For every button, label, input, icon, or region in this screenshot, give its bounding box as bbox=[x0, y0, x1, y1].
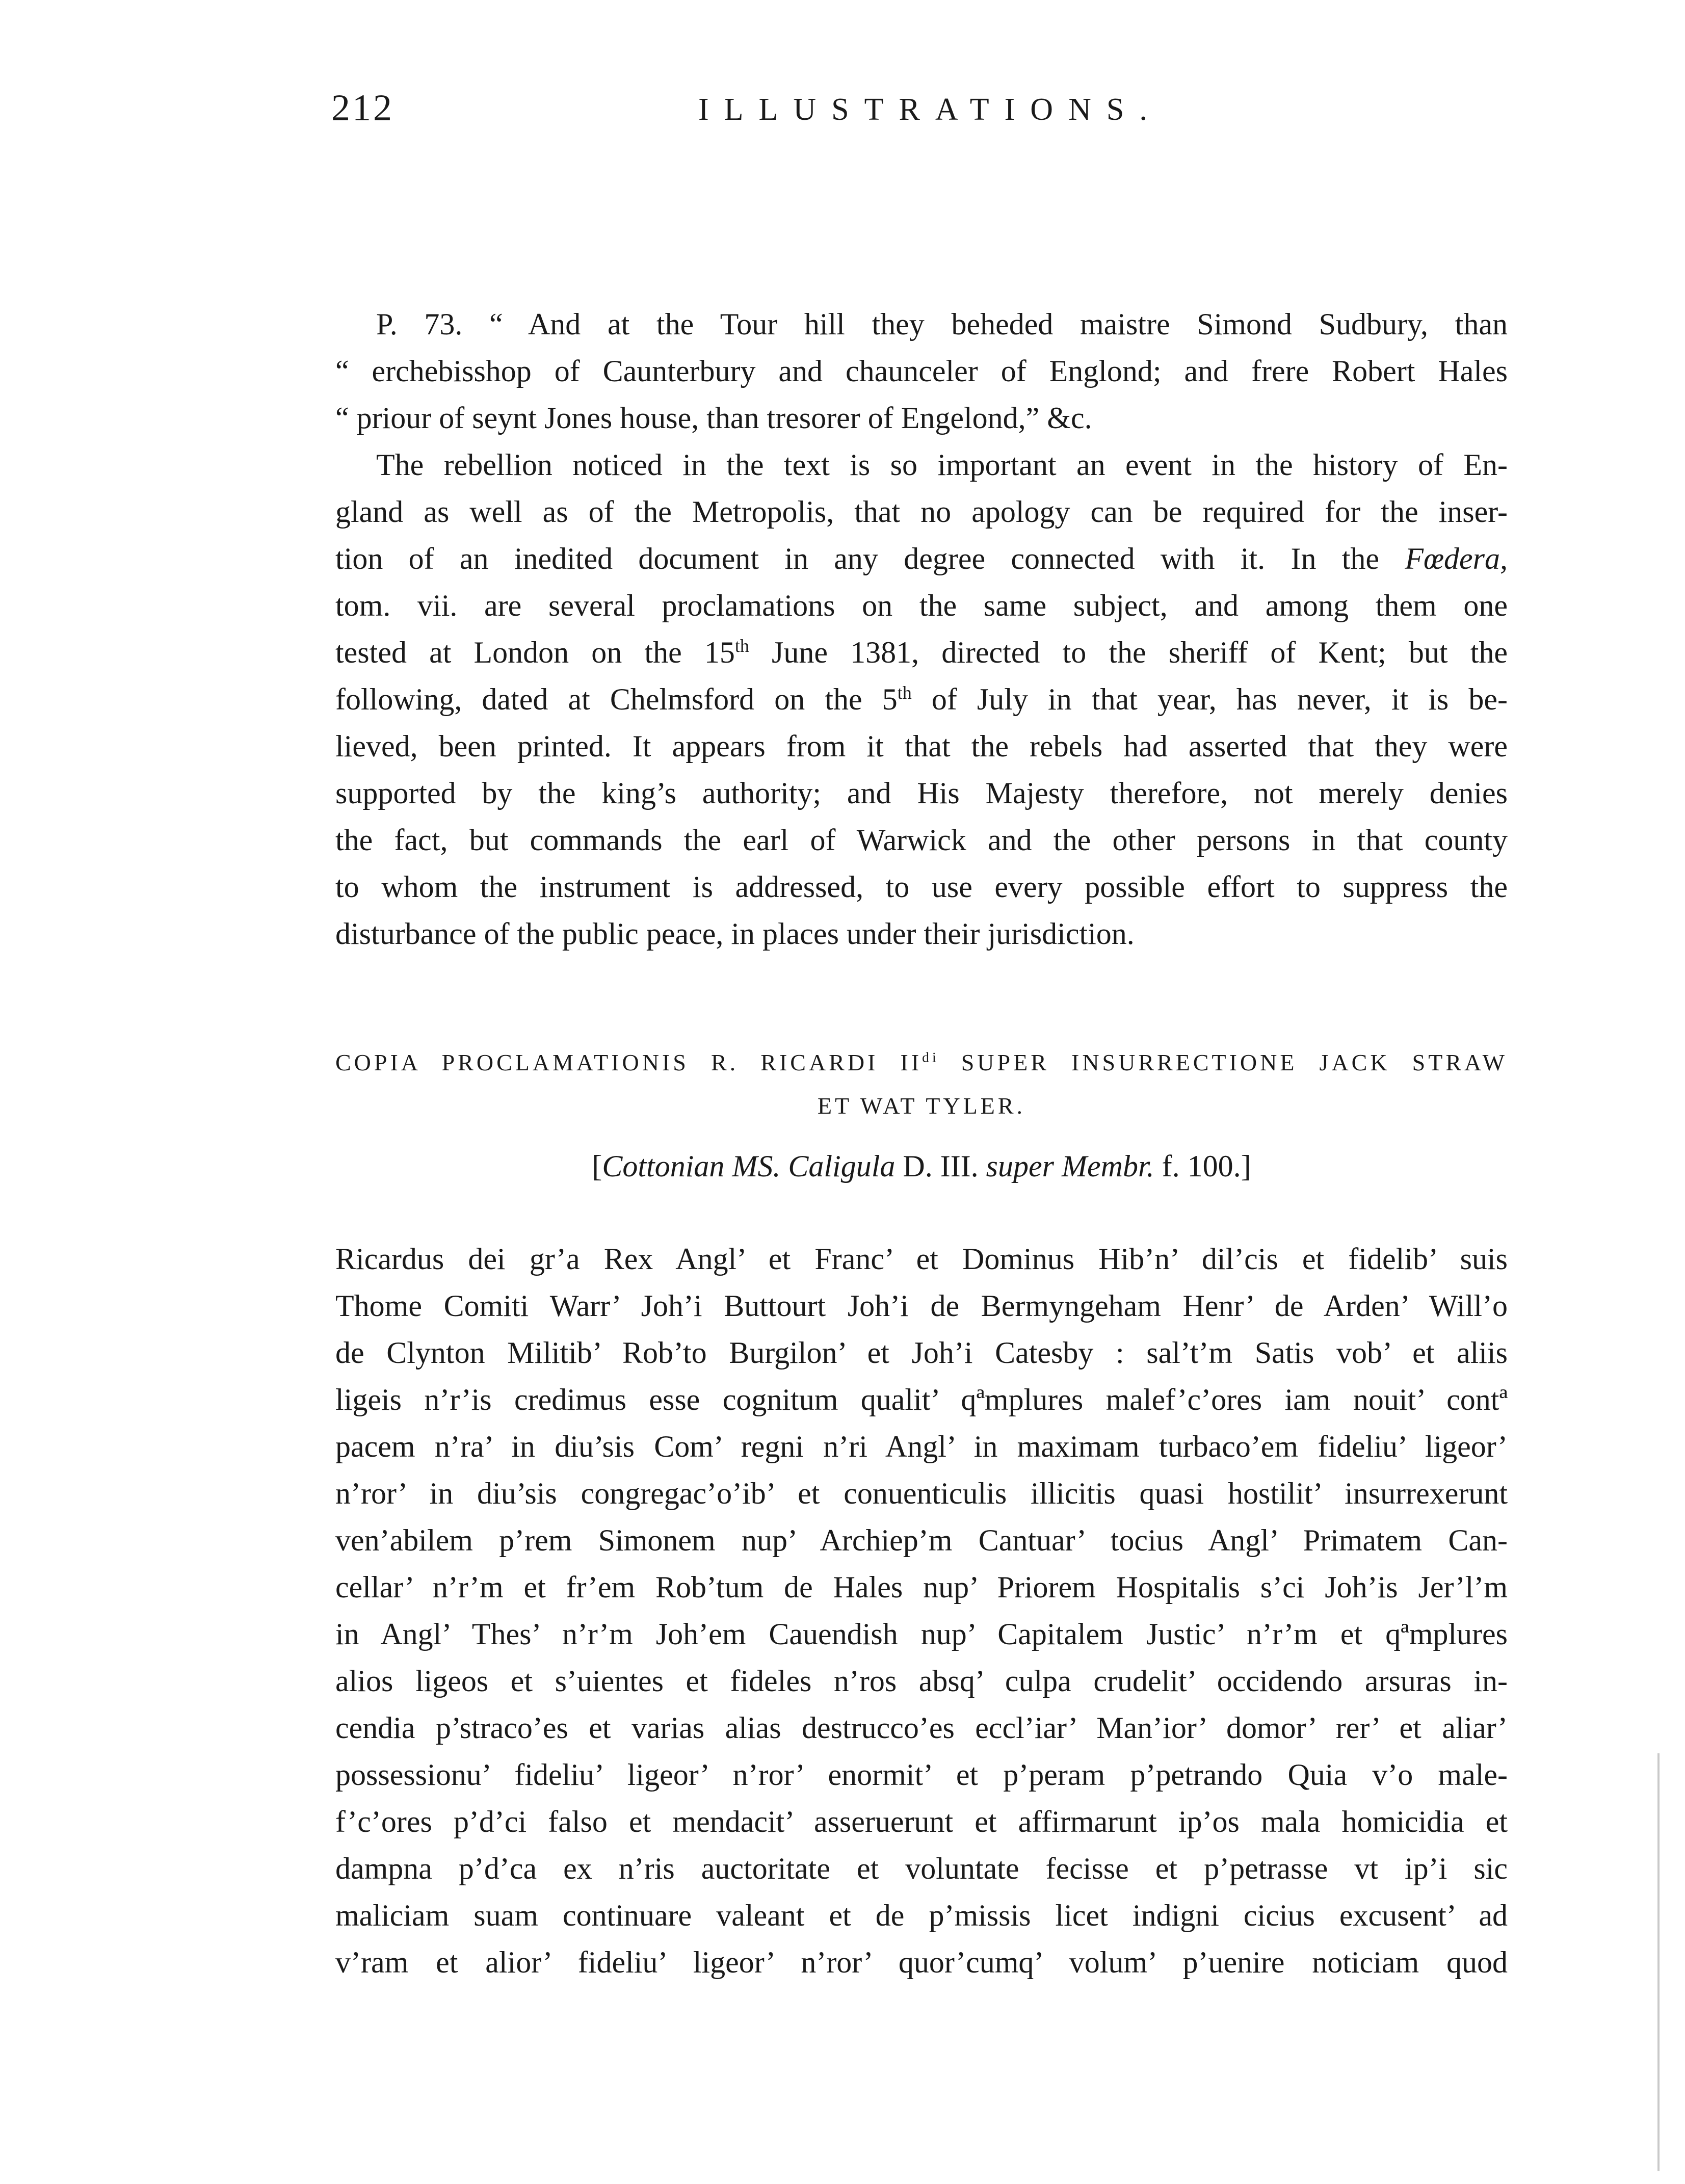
text-line: possessionu’ fideliu’ ligeor’ n’ror’ enormit’ et p’peram p’petrando Quia v’o male- bbox=[335, 1758, 1508, 1792]
bracket: [ bbox=[592, 1149, 602, 1183]
text-line: disturbance of the public peace, in places under their jurisdiction. bbox=[335, 917, 1135, 951]
text-line: maliciam suam continuare valeant et de p’missis licet indigni cicius excusent’ ad bbox=[335, 1899, 1508, 1932]
text-line: cellar’ n’r’m et fr’em Rob’tum de Hales nup’ Priorem Hospitalis s’ci Joh’is Jer’l’m bbox=[335, 1570, 1508, 1604]
ordinal-suffix: th bbox=[734, 636, 749, 656]
heading-line: ET WAT TYLER. bbox=[817, 1093, 1026, 1119]
text-line: lieved, been printed. It appears from it that the rebels had asserted that they were bbox=[335, 729, 1508, 763]
heading-text: SUPER INSURRECTIONE JACK STRAW bbox=[939, 1049, 1508, 1075]
text-line: pacem n’ra’ in diu’sis Com’ regni n’ri Angl’ in maximam turbaco’em fideliu’ ligeor’ bbox=[335, 1430, 1508, 1463]
text-line: gland as well as of the Metropolis, that no apology can be required for the inser- bbox=[335, 495, 1508, 529]
text-line: supported by the king’s authority; and His Majesty therefore, not merely denies bbox=[335, 776, 1508, 810]
ordinal-suffix: th bbox=[897, 682, 912, 703]
text-line: alios ligeos et s’uientes et fideles n’ros absq’ culpa crudelit’ occidendo arsuras in- bbox=[335, 1664, 1508, 1698]
heading-line bbox=[335, 1040, 1508, 1086]
text-line bbox=[335, 629, 1508, 676]
running-head: ILLUSTRATIONS. bbox=[698, 92, 1163, 127]
text-line: dampna p’d’ca ex n’ris auctoritate et voluntate fecisse et p’petrasse vt ip’i sic bbox=[335, 1852, 1508, 1885]
document-heading bbox=[335, 1040, 1508, 1126]
manuscript-name: Cottonian MS. Caligula bbox=[602, 1149, 896, 1183]
text-line bbox=[335, 535, 1508, 582]
text-line: “ erchebisshop of Caunterbury and chaunceler of Englond; and frere Robert Hales bbox=[335, 354, 1508, 388]
text-line: to whom the instrument is addressed, to use every possible effort to suppress the bbox=[335, 870, 1508, 904]
membrane-note: super Membr. bbox=[986, 1149, 1154, 1183]
commentary-paragraph bbox=[335, 301, 1508, 441]
text-line: Thome Comiti Warr’ Joh’i Buttourt Joh’i de Bermyngeham Henr’ de Arden’ Will’o bbox=[335, 1289, 1508, 1323]
text-line: “ priour of seynt Jones house, than tresorer of Engelond,” &c. bbox=[335, 401, 1092, 435]
proclamation-text bbox=[335, 1235, 1508, 1986]
text-line: v’ram et alior’ fideliu’ ligeor’ n’ror’ quor’cumq’ volum’ p’uenire noticiam quod bbox=[335, 1945, 1508, 1979]
text-line: tom. vii. are several proclamations on the same subject, and among them one bbox=[335, 589, 1508, 622]
ordinal-suffix: di bbox=[922, 1049, 939, 1065]
text-line: P. 73. “ And at the Tour hill they beheded maistre Simond Sudbury, than bbox=[376, 307, 1508, 341]
text-line: Ricardus dei gr’a Rex Angl’ et Franc’ et Dominus Hib’n’ dil’cis et fidelib’ suis bbox=[335, 1242, 1508, 1276]
heading-text: COPIA PROCLAMATIONIS R. RICARDI II bbox=[335, 1049, 923, 1075]
text-line: the fact, but commands the earl of Warwick and the other persons in that county bbox=[335, 823, 1508, 857]
discussion-paragraph bbox=[335, 441, 1508, 957]
text-line-body: June 1381, directed to the sheriff of Kent; but the bbox=[749, 636, 1508, 669]
source-text: D. III. bbox=[895, 1149, 986, 1183]
text-line-body: tion of an inedited document in any degree connected with it. In the bbox=[335, 542, 1380, 575]
text-line: ligeis n’r’is credimus esse cognitum qualit’ qªmplures malef’c’ores iam nouit’ contª bbox=[335, 1383, 1508, 1416]
text-line bbox=[335, 676, 1508, 723]
text-line-body: following, dated at Chelmsford on the 5 bbox=[335, 682, 898, 716]
foedera-title: Fœdera, bbox=[1405, 542, 1508, 575]
text-line: The rebellion noticed in the text is so important an event in the history of En- bbox=[376, 448, 1508, 482]
source-note bbox=[335, 1141, 1508, 1192]
text-line: n’ror’ in diu’sis congregac’o’ib’ et conuenticulis illicitis quasi hostilit’ insurrexerunt bbox=[335, 1477, 1508, 1510]
text-line: de Clynton Militib’ Rob’to Burgilon’ et Joh’i Catesby : sal’t’m Satis vob’ et aliis bbox=[335, 1336, 1508, 1370]
text-line: cendia p’straco’es et varias alias destrucco’es eccl’iar’ Man’ior’ domor’ rer’ et aliar’ bbox=[335, 1711, 1508, 1745]
scan-edge-shadow bbox=[1657, 1753, 1660, 2171]
page-number: 212 bbox=[331, 87, 394, 129]
text-line: f’c’ores p’d’ci falso et mendacit’ asseruerunt et affirmarunt ip’os mala homicidia et bbox=[335, 1805, 1508, 1838]
text-line-body: of July in that year, has never, it is be- bbox=[911, 682, 1508, 716]
text-line: in Angl’ Thes’ n’r’m Joh’em Cauendish nup’ Capitalem Justic’ n’r’m et qªmplures bbox=[335, 1617, 1508, 1651]
source-text: f. 100.] bbox=[1154, 1149, 1251, 1183]
text-line-body: tested at London on the 15 bbox=[335, 636, 735, 669]
text-line: ven’abilem p’rem Simonem nup’ Archiep’m Cantuar’ tocius Angl’ Primatem Can- bbox=[335, 1523, 1508, 1557]
